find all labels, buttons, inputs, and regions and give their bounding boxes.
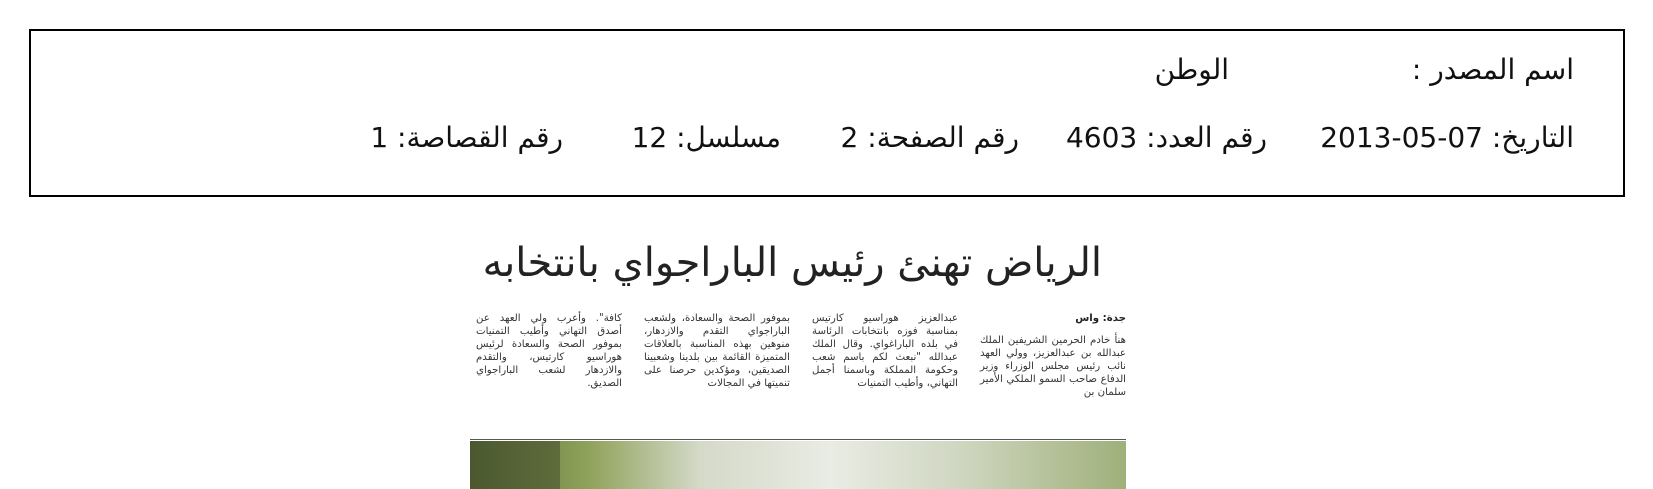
clip-value: 1	[370, 121, 389, 154]
issue-label: رقم العدد:	[1146, 121, 1267, 154]
newspaper-clipping	[470, 240, 1126, 489]
date-value: 2013-05-07	[1320, 121, 1483, 154]
date-label: التاريخ:	[1491, 121, 1574, 154]
issue-field	[1066, 121, 1267, 154]
article-headline: الرياض تهنئ رئيس الباراجواي بانتخابه	[482, 240, 1102, 286]
page-value: 2	[840, 121, 859, 154]
page-field	[841, 121, 1019, 154]
article-column-1-text: هنأ خادم الحرمين الشريفين الملك عبدالله بن عبدالعزيز، وولي العهد نائب رئيس مجلس الوزراء وزير الدفاع صاحب السمو الملكي الأمير سلمان بن	[980, 335, 1126, 398]
serial-value: 12	[631, 121, 668, 154]
article-column-2	[812, 312, 958, 399]
article-column-3-text: بموفور الصحة والسعادة، ولشعب الباراجواي التقدم والازدهار، منوهين بهذه المناسبة بالعلاقات المتميزة القائمة بين بلدينا وشعبينا الصديقين، ومؤكدين حرصنا على تنميتها في المجالات	[644, 313, 790, 389]
article-column-2-text: عبدالعزيز هوراسيو كارتيس بمناسبة فوزه بانتخابات الرئاسة في بلده الباراغواي. وقال الملك عبدالله "نبعث لكم باسم شعب وحكومة المملكة وباسمنا أجمل التهاني، وأطيب التمنيات	[812, 313, 958, 389]
issue-value: 4603	[1065, 121, 1138, 154]
article-column-3	[644, 312, 790, 399]
source-value: الوطن	[1154, 53, 1229, 86]
article-column-4	[476, 312, 622, 399]
clip-label: رقم القصاصة:	[397, 121, 563, 154]
column-bottom-rule	[470, 439, 1126, 440]
article-column-4-text: كافة". وأعرب ولي العهد عن أصدق التهاني وأطيب التمنيات بموفور الصحة والسعادة لرئيس هوراسيو كارتيس، والتقدم والازدهار لشعب الباراجواي الصديق.	[476, 313, 622, 389]
article-columns	[470, 312, 1126, 399]
photo-shadow	[470, 441, 560, 489]
source-label: اسم المصدر :	[1411, 53, 1574, 86]
article-dateline: جدة: واس	[1075, 313, 1126, 324]
serial-field	[632, 121, 781, 154]
serial-label: مسلسل:	[676, 121, 781, 154]
clip-field	[370, 121, 563, 154]
article-column-1	[980, 312, 1126, 399]
article-photo	[470, 441, 1126, 489]
clipping-metadata-box	[29, 29, 1625, 197]
date-field	[1320, 121, 1574, 154]
page-label: رقم الصفحة:	[867, 121, 1019, 154]
